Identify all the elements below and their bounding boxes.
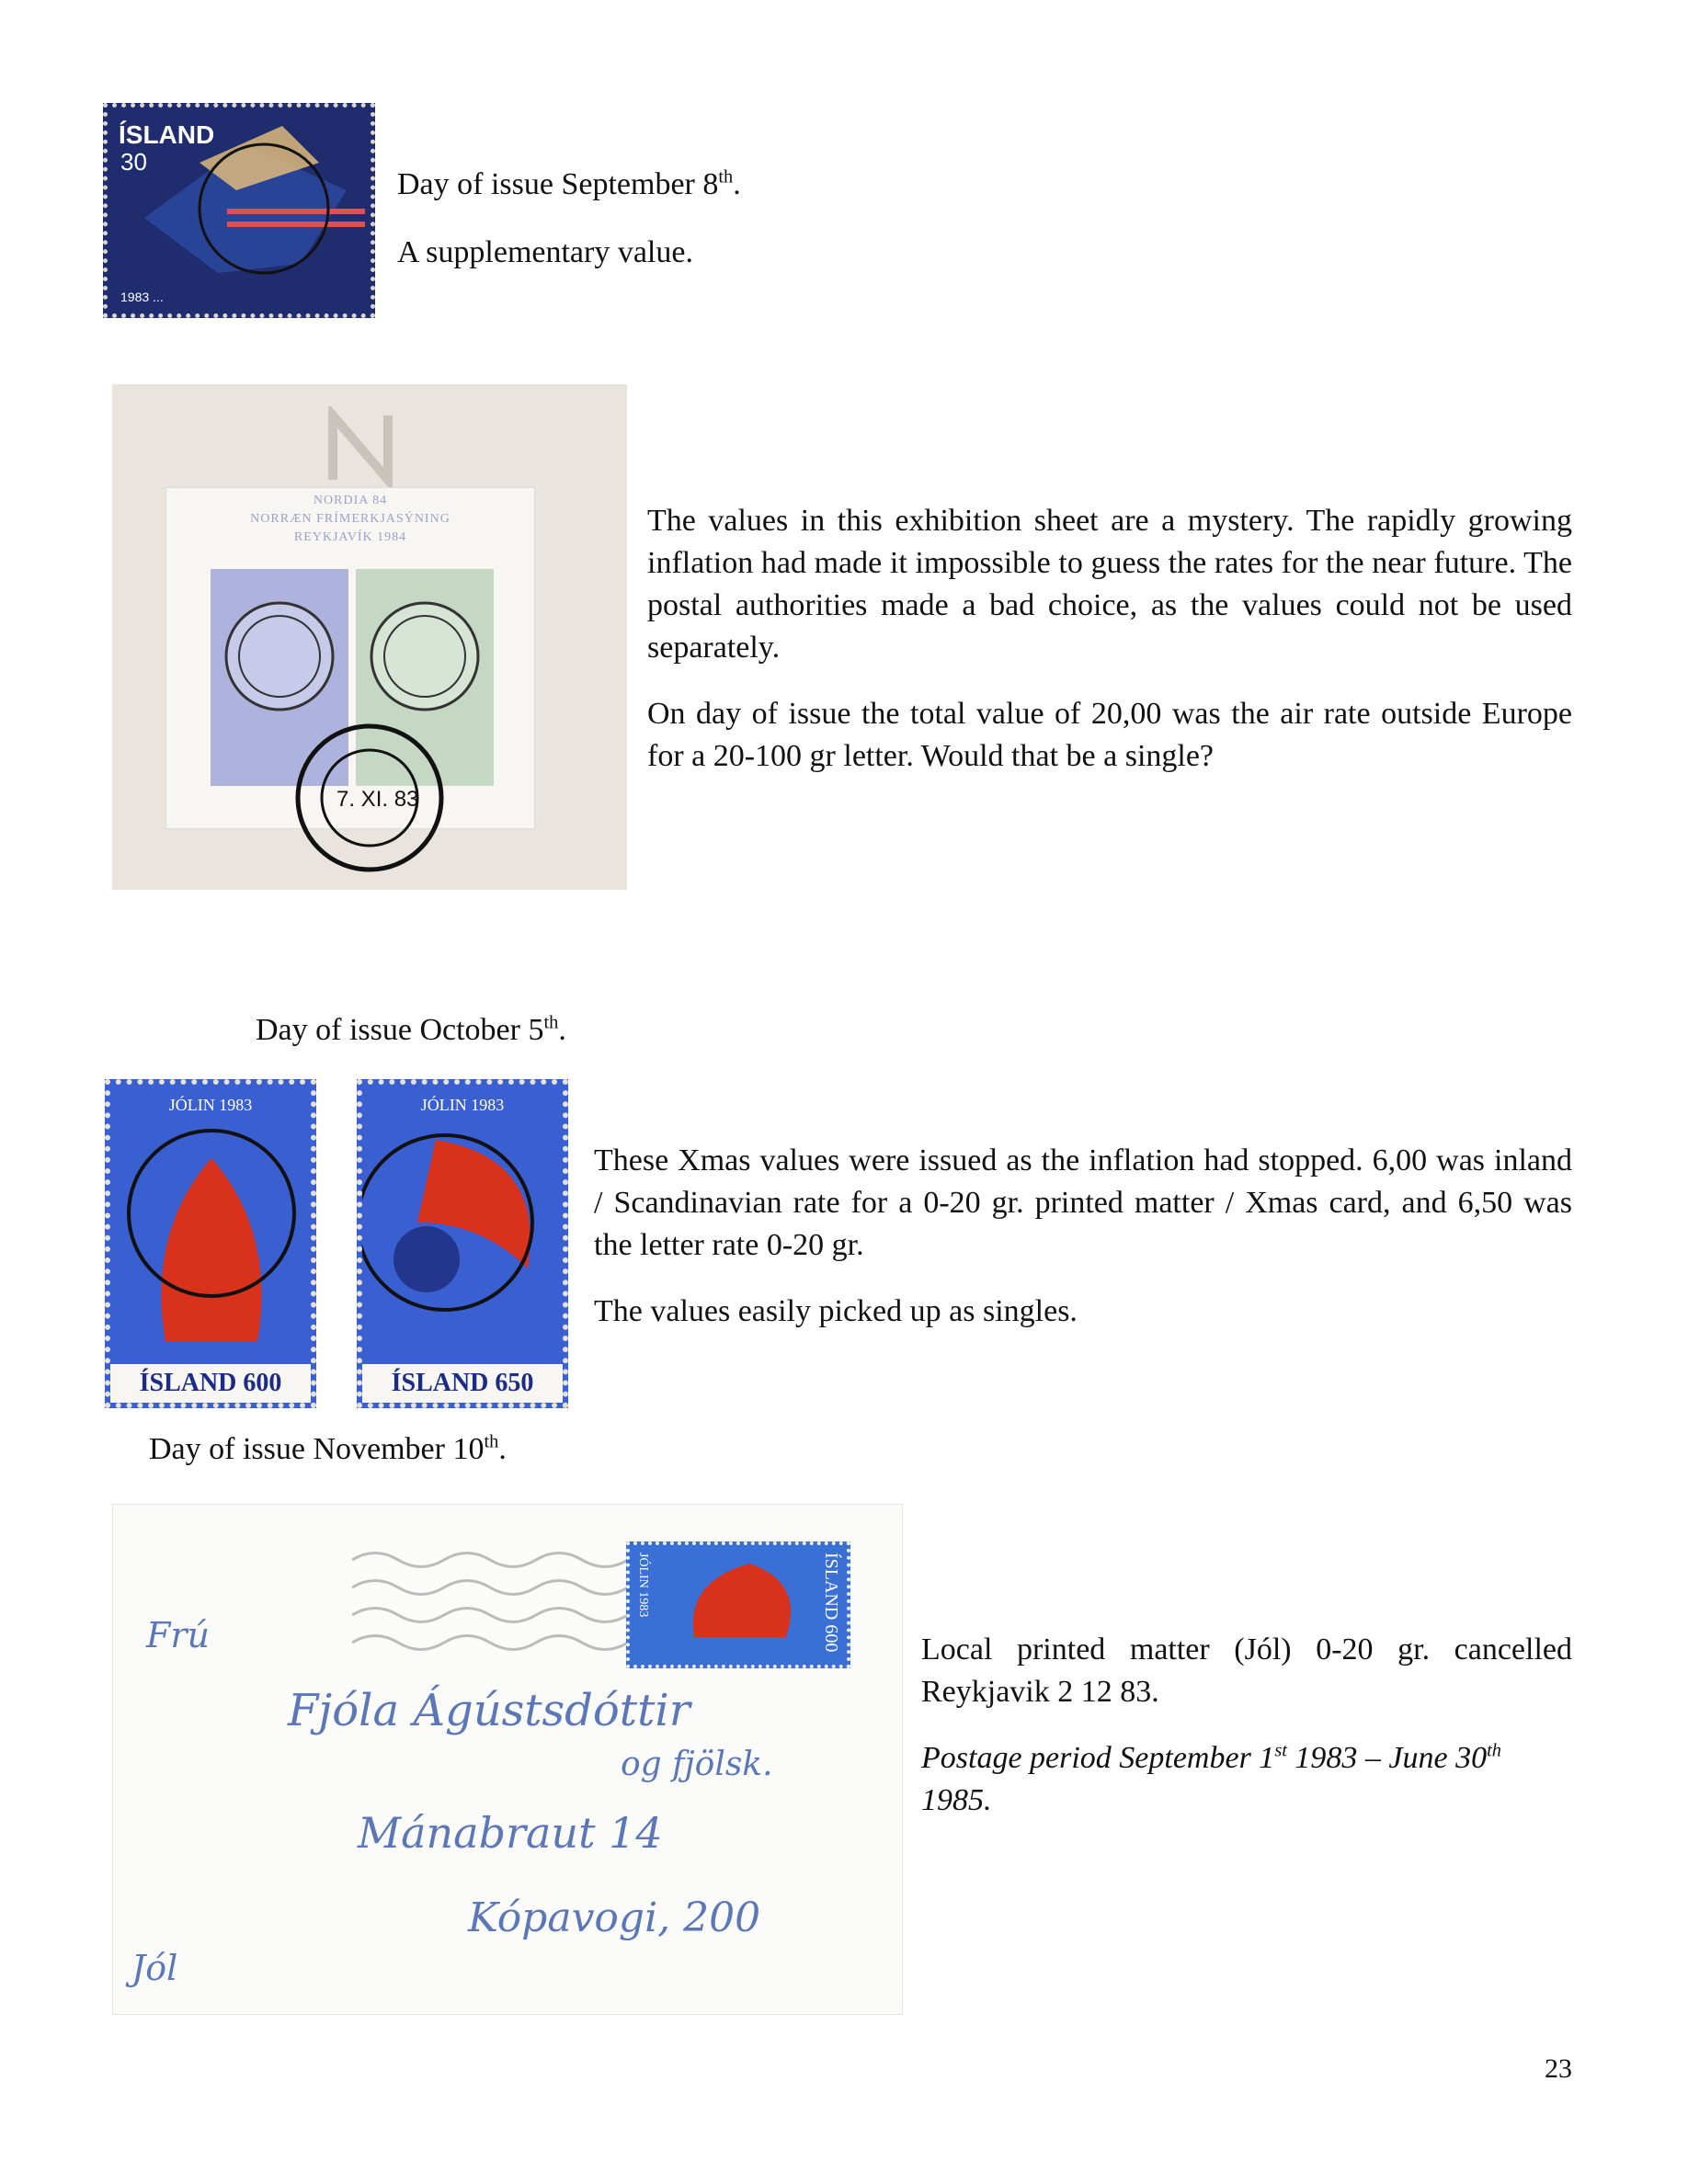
cover-text: [921, 1629, 1572, 1846]
cover-image: [112, 1504, 903, 2015]
handwriting-line-4: Mánabraut 14: [358, 1808, 663, 1858]
sheet-header-line3: REYKJAVÍK 1984: [293, 530, 407, 544]
cover-stamp: [626, 1541, 850, 1668]
sheet-header-line1: NORDIA 84: [313, 494, 388, 507]
cover-stamp-year: JÓLIN 1983: [636, 1553, 650, 1618]
supplementary-note: A supplementary value.: [397, 235, 693, 269]
postage-period: Postage period September 1st 1983 – June 30th 1985.: [921, 1740, 1501, 1817]
xmas-stamp-650: [357, 1079, 568, 1408]
handwriting-line-6: Jól: [131, 1948, 178, 1988]
handwriting-line-5: Kópavogi, 200: [468, 1894, 761, 1941]
cover-stamp-artwork: [630, 1545, 839, 1657]
xmas-stamp-footer: ÍSLAND 600: [110, 1364, 311, 1403]
cover-paragraph-1: Local printed matter (Jól) 0-20 gr. cancelled Reykjavik 2 12 83.: [921, 1632, 1572, 1709]
xmas-paragraph-1: These Xmas values were issued as the inflation had stopped. 6,00 was inland / Scandinavian rate for a 0-20 gr. printed matter / Xmas card, and 6,50 was the letter rate 0-20 gr.: [594, 1143, 1572, 1262]
handwriting-line-2: Fjóla Ágústsdóttir: [288, 1685, 690, 1736]
exhibition-paragraph-2: On day of issue the total value of 20,00 was the air rate outside Europe for a 20-100 gr letter. Would that be a single?: [647, 697, 1572, 773]
day-of-issue-nov: Day of issue November 10th.: [149, 1431, 507, 1466]
xmas-stamp-year: JÓLIN 1983: [168, 1096, 253, 1114]
xmas-stamp-artwork: [362, 1085, 563, 1364]
stamp-caption: 1983 ...: [120, 290, 164, 304]
cover-stamp-value: ÍSLAND 600: [821, 1553, 841, 1653]
stamp-value: 30: [120, 148, 147, 176]
exhibition-paragraph-1: The values in this exhibition sheet are a mystery. The rapidly growing inflation had made it impossible to guess the rates for the near future. The postal authorities made a bad choice, as the values could not be used separately.: [647, 504, 1572, 665]
xmas-stamp-artwork: [110, 1085, 311, 1364]
xmas-stamp-year: JÓLIN 1983: [420, 1096, 505, 1114]
postmark-date: 7. XI. 83: [336, 787, 419, 812]
stamp-artwork: [108, 108, 371, 313]
xmas-text: [594, 1140, 1572, 1357]
xmas-paragraph-2: The values easily picked up as singles.: [594, 1294, 1078, 1328]
day-of-issue-sept: Day of issue September 8th.: [397, 166, 741, 201]
xmas-stamp-footer: ÍSLAND 650: [362, 1364, 563, 1403]
day-of-issue-oct: Day of issue October 5th.: [256, 1012, 566, 1047]
nordia-logo-graphic: [324, 406, 416, 489]
handwriting-line-3: og fjölsk.: [621, 1746, 773, 1783]
sheet-header-line2: NORRÆN FRÍMERKJASÝNING: [250, 512, 451, 526]
handwriting-line-1: Frú: [146, 1615, 211, 1655]
xmas-stamp-600: [105, 1079, 316, 1408]
exhibition-sheet-text: [647, 500, 1572, 802]
stamp-image-1983-supplementary: [103, 103, 375, 318]
page-number: 23: [1545, 2053, 1572, 2084]
wavy-cancellation-graphic: [352, 1541, 628, 1670]
exhibition-sheet-image: [112, 384, 627, 890]
stamp-country: ÍSLAND: [119, 120, 215, 149]
